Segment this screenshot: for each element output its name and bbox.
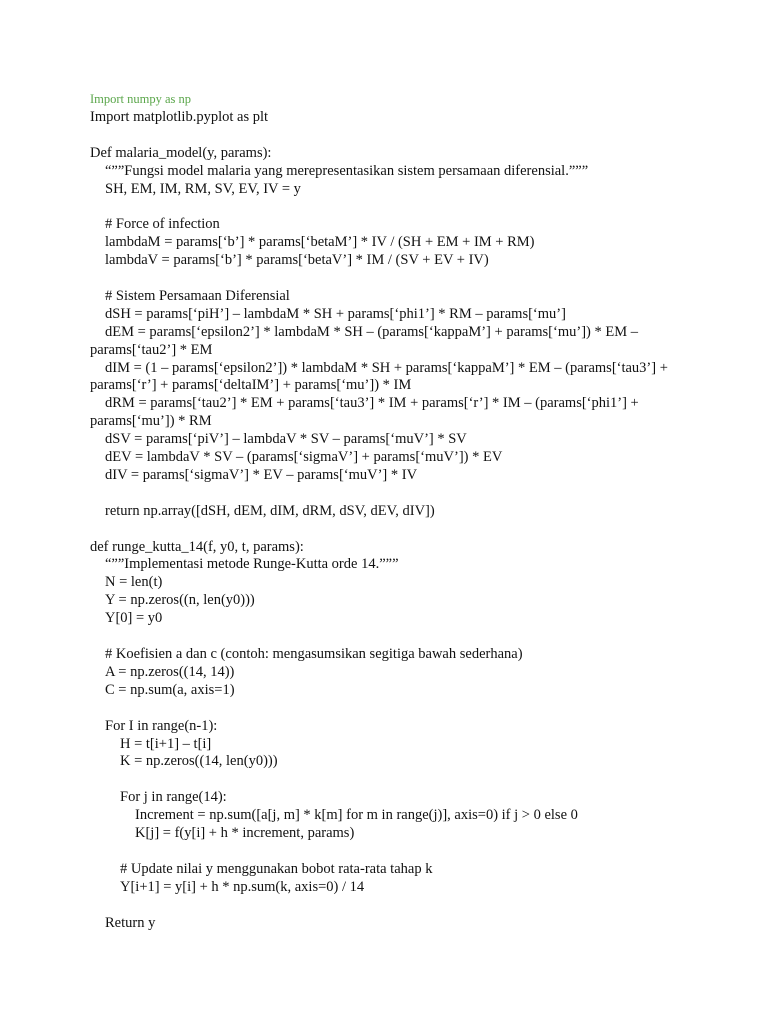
code-line: C = np.sum(a, axis=1) bbox=[105, 681, 235, 698]
code-line: return np.array([dSH, dEM, dIM, dRM, dSV, dEV, dIV]) bbox=[105, 502, 435, 519]
code-line: Import numpy as np bbox=[90, 92, 192, 106]
blank-line bbox=[90, 198, 680, 216]
code-line: dSH = params[‘piH’] – lambdaM * SH + params[‘phi1’] * RM – params[‘mu’] bbox=[105, 305, 566, 322]
blank-line bbox=[90, 771, 680, 789]
code-line: lambdaV = params[‘b’] * params[‘betaV’] * IM / (SV + EV + IV) bbox=[105, 252, 489, 269]
code-line: K = np.zeros((14, len(y0))) bbox=[120, 753, 278, 770]
code-line: K[j] = f(y[i] + h * increment, params) bbox=[135, 825, 355, 842]
blank-line bbox=[90, 127, 680, 145]
code-line: lambdaM = params[‘b’] * params[‘betaM’] * IV / (SH + EM + IM + RM) bbox=[105, 234, 535, 251]
code-line: Increment = np.sum([a[j, m] * k[m] for m in range(j)], axis=0) if j > 0 else 0 bbox=[135, 807, 578, 824]
code-line: A = np.zeros((14, 14)) bbox=[105, 663, 235, 680]
code-line: dSV = params[‘piV’] – lambdaV * SV – params[‘muV’] * SV bbox=[105, 431, 467, 448]
code-line: H = t[i+1] – t[i] bbox=[120, 735, 212, 752]
code-line: Return y bbox=[105, 914, 156, 931]
code-line: dEV = lambdaV * SV – (params[‘sigmaV’] + params[‘muV’]) * EV bbox=[105, 449, 503, 466]
code-line: # Force of infection bbox=[105, 216, 220, 233]
blank-line bbox=[90, 485, 680, 503]
blank-line bbox=[90, 521, 680, 539]
code-line: “””Implementasi metode Runge-Kutta orde 14.””” bbox=[105, 556, 399, 573]
code-line: # Koefisien a dan c (contoh: mengasumsikan segitiga bawah sederhana) bbox=[105, 646, 523, 662]
blank-line bbox=[90, 897, 680, 915]
code-line: dEM = params[‘epsilon2’] * lambdaM * SH – (params[‘kappaM’] + params[‘mu’]) * EM – params[‘tau2’] * EM bbox=[90, 323, 642, 358]
code-line: N = len(t) bbox=[105, 574, 163, 591]
code-line: # Sistem Persamaan Diferensial bbox=[105, 287, 290, 304]
code-line: Import matplotlib.pyplot as plt bbox=[90, 108, 269, 125]
blank-line bbox=[90, 700, 680, 718]
code-line: def runge_kutta_14(f, y0, t, params): bbox=[90, 538, 304, 555]
code-line: For I in range(n-1): bbox=[105, 717, 218, 734]
code-line: For j in range(14): bbox=[120, 789, 227, 806]
code-line: Y = np.zeros((n, len(y0))) bbox=[105, 592, 255, 609]
code-line: “””Fungsi model malaria yang merepresentasikan sistem persamaan diferensial.””” bbox=[105, 162, 589, 179]
code-line: Def malaria_model(y, params): bbox=[90, 144, 272, 161]
blank-line bbox=[90, 270, 680, 288]
blank-line bbox=[90, 628, 680, 646]
code-line: Y[i+1] = y[i] + h * np.sum(k, axis=0) / 14 bbox=[120, 878, 365, 895]
code-line: dIM = (1 – params[‘epsilon2’]) * lambdaM * SH + params[‘kappaM’] * EM – (params[‘tau3’] + params[‘r’] + params[‘deltaIM’] + params[‘mu’]) * IM bbox=[90, 359, 672, 394]
code-line: Y[0] = y0 bbox=[105, 610, 163, 627]
code-line: # Update nilai y menggunakan bobot rata-rata tahap k bbox=[120, 860, 433, 877]
code-line: SH, EM, IM, RM, SV, EV, IV = y bbox=[105, 180, 301, 197]
blank-line bbox=[90, 843, 680, 861]
document-body bbox=[90, 91, 680, 932]
code-line: dRM = params[‘tau2’] * EM + params[‘tau3’] * IM + params[‘r’] * IM – (params[‘phi1’] + params[‘mu’]) * RM bbox=[90, 395, 643, 430]
code-line: dIV = params[‘sigmaV’] * EV – params[‘muV’] * IV bbox=[105, 466, 418, 483]
